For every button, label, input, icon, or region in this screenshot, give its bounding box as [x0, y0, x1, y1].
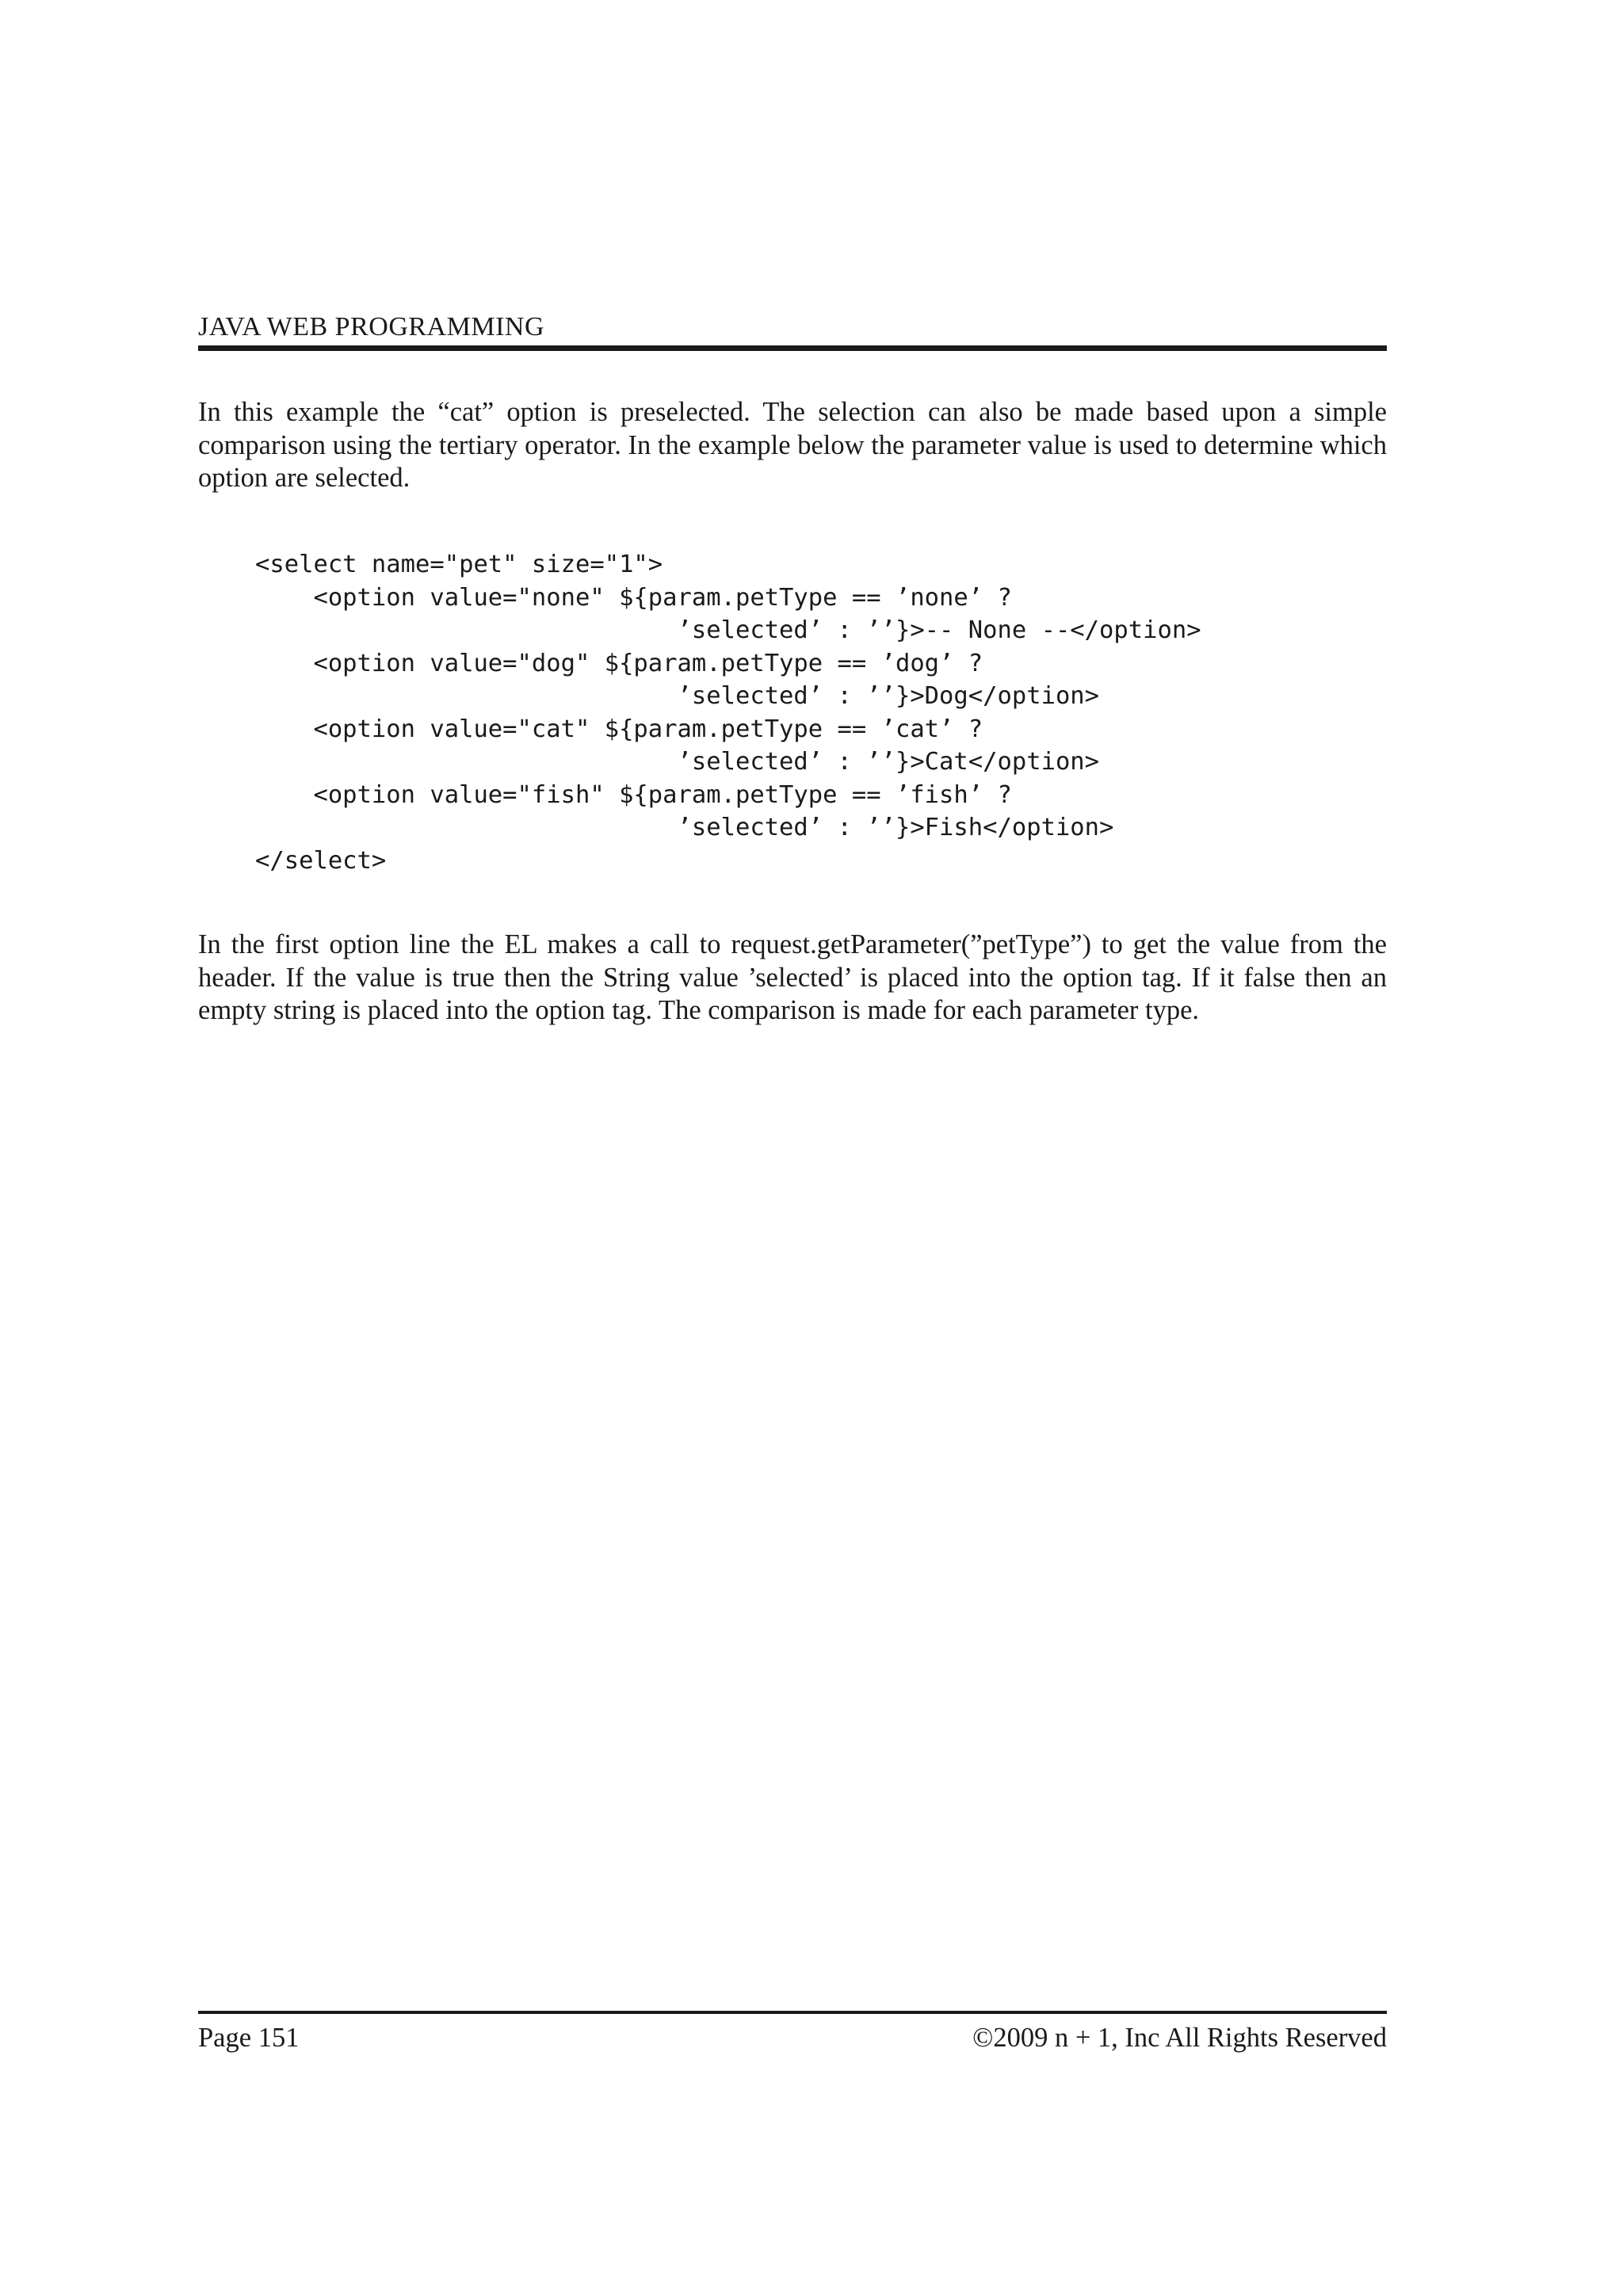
code-line: ’selected’ : ’’}>Cat</option> — [255, 748, 1100, 776]
code-line: <option value="cat" ${param.petType == ’cat’ ? — [255, 715, 983, 743]
code-listing — [255, 548, 1201, 877]
code-line: ’selected’ : ’’}>-- None --</option> — [255, 616, 1201, 644]
page-number: Page 151 — [198, 2023, 300, 2053]
code-line: <option value="fish" ${param.petType == ’fish’ ? — [255, 780, 1012, 809]
intro-paragraph: In this example the “cat” option is preselected. The selection can also be made based upon a simple comparison using the tertiary operator. In the example below the parameter value is used to determine which option are selected. — [198, 397, 1387, 493]
code-line: <option value="dog" ${param.petType == ’dog’ ? — [255, 649, 983, 677]
code-line: <select name="pet" size="1"> — [255, 551, 663, 578]
code-line: ’selected’ : ’’}>Fish</option> — [255, 814, 1114, 841]
footer-rule — [198, 2011, 1387, 2014]
code-line: ’selected’ : ’’}>Dog</option> — [255, 682, 1100, 710]
header-rule — [198, 345, 1387, 351]
code-line: </select> — [255, 846, 387, 875]
explanation-paragraph: In the first option line the EL makes a call to request.getParameter(”petType”) to get the value from the header. If the value is true then the String value ’selected’ is placed into the option tag. If it false then an empty string is placed into the option tag. The comparison is made for each parameter type. — [198, 929, 1387, 1025]
running-header-title: JAVA WEB PROGRAMMING — [198, 312, 544, 341]
code-line: <option value="none" ${param.petType == ’none’ ? — [255, 583, 1012, 612]
copyright-notice: ©2009 n + 1, Inc All Rights Reserved — [972, 2023, 1387, 2053]
